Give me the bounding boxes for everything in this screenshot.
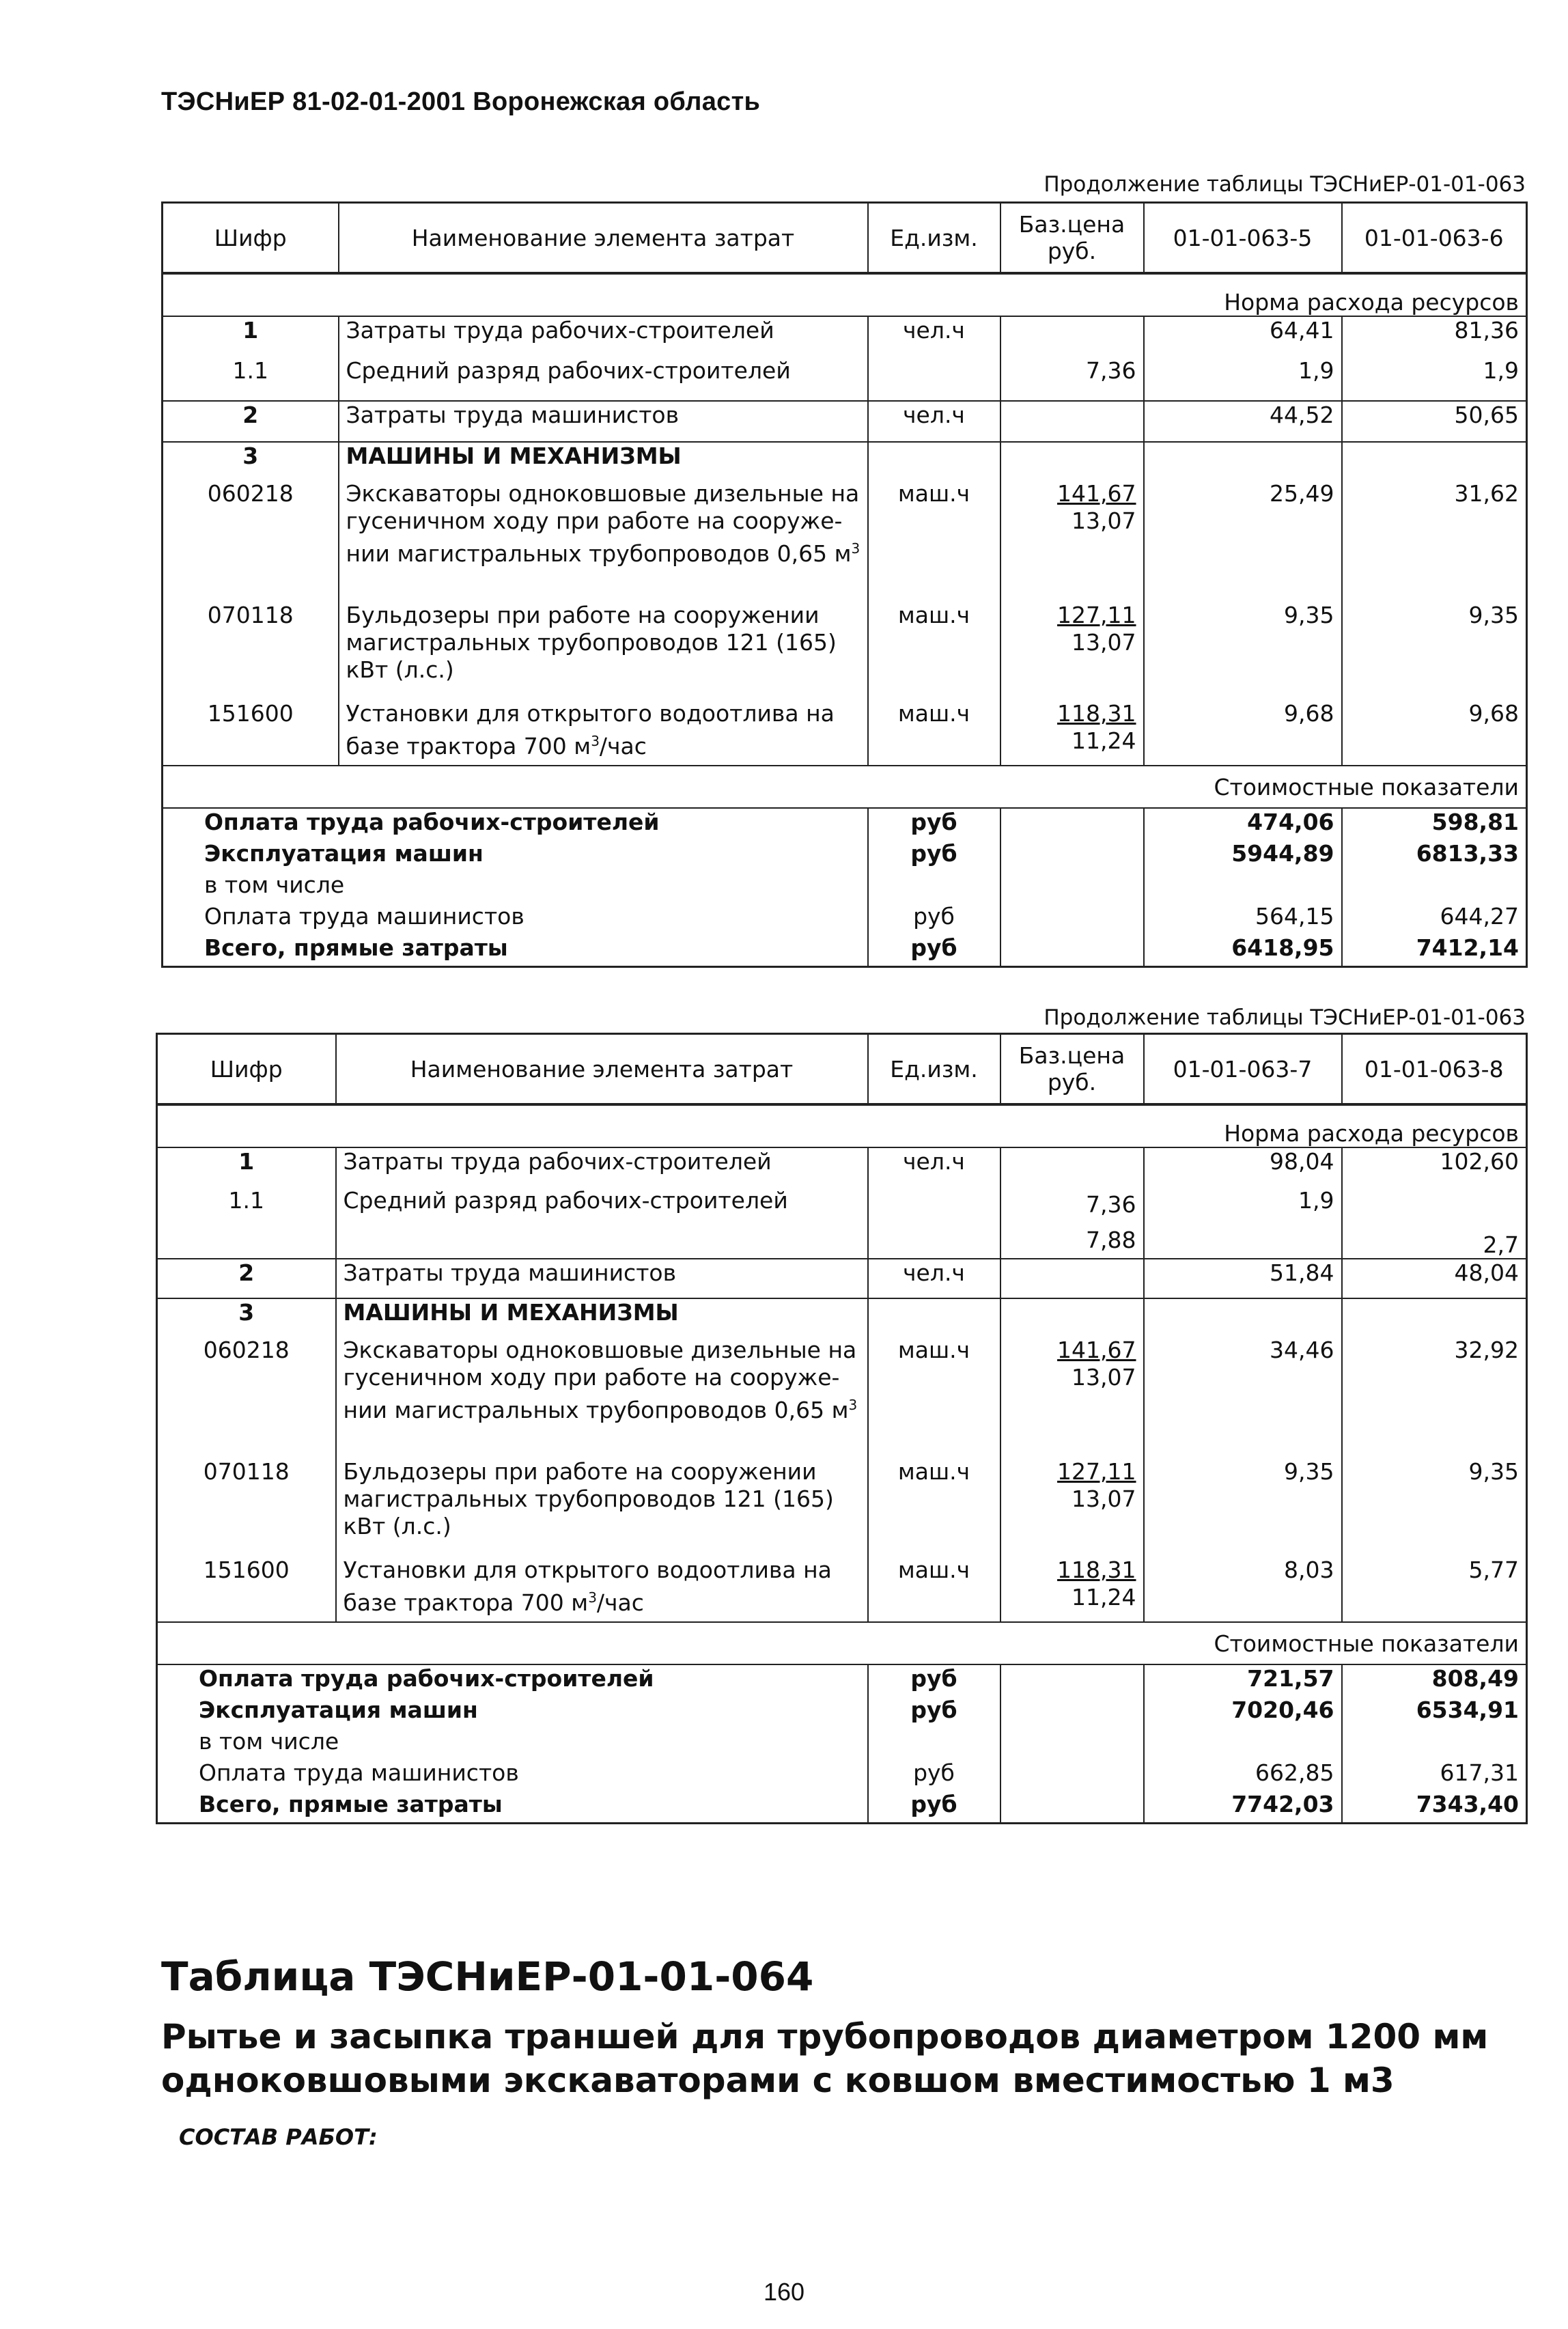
row-price-2: 11,24 bbox=[1072, 1584, 1136, 1610]
norms-table-1 bbox=[161, 201, 1528, 968]
row-price-2: 7,88 bbox=[1086, 1227, 1136, 1253]
row-unit: чел.ч bbox=[868, 401, 1000, 442]
row-value-b: 2,7 bbox=[1483, 1231, 1519, 1258]
row-value-b: 31,62 bbox=[1454, 480, 1519, 507]
row-name: МАШИНЫ И МЕХАНИЗМЫ bbox=[339, 442, 868, 480]
row-code: 1 bbox=[157, 1147, 336, 1187]
row-code: 2 bbox=[163, 401, 339, 442]
row-code: 2 bbox=[157, 1259, 336, 1298]
summary-value-a: 7020,46 bbox=[1144, 1697, 1342, 1728]
cost-label: Стоимостные показатели bbox=[1144, 766, 1527, 808]
row-price: 7,36 bbox=[1000, 357, 1144, 401]
row-name: Бульдозеры при работе на сооружении магистральных трубопроводов 121 (165) кВт (л.с.) bbox=[339, 602, 868, 700]
header-code: Шифр bbox=[163, 203, 339, 274]
row-code: 3 bbox=[163, 442, 339, 480]
summary-unit: руб bbox=[868, 934, 1000, 967]
summary-value-b: 598,81 bbox=[1342, 808, 1527, 840]
row-price: 118,31 bbox=[1057, 1557, 1136, 1583]
row-name: Установки для открытого водоотлива на базе трактора 700 $м^3$/час bbox=[336, 1557, 868, 1622]
row-code: 070118 bbox=[157, 1458, 336, 1557]
row-code: 1.1 bbox=[163, 357, 339, 401]
row-value-a: 44,52 bbox=[1144, 401, 1342, 442]
row-value-a: 9,35 bbox=[1144, 1458, 1342, 1557]
row-code: 060218 bbox=[157, 1337, 336, 1458]
row-value-a: 9,35 bbox=[1144, 602, 1342, 700]
row-value-a: 8,03 bbox=[1144, 1557, 1342, 1622]
row-unit: маш.ч bbox=[868, 602, 1000, 700]
row-price-2: 13,07 bbox=[1072, 629, 1136, 656]
row-unit: маш.ч bbox=[868, 700, 1000, 766]
row-unit: маш.ч bbox=[868, 480, 1000, 602]
row-price: 141,67 bbox=[1057, 1337, 1136, 1363]
row-value-a: 64,41 bbox=[1144, 316, 1342, 357]
row-value-a: 9,68 bbox=[1144, 700, 1342, 766]
cost-label: Стоимостные показатели bbox=[1144, 1622, 1527, 1664]
row-value-b: 9,68 bbox=[1468, 700, 1519, 727]
header-col-b: 01-01-063-6 bbox=[1342, 203, 1527, 274]
row-code: 070118 bbox=[163, 602, 339, 700]
row-name: МАШИНЫ И МЕХАНИЗМЫ bbox=[336, 1298, 868, 1337]
row-code: 151600 bbox=[157, 1557, 336, 1622]
norms-table-2 bbox=[156, 1033, 1528, 1824]
header-col-a: 01-01-063-5 bbox=[1144, 203, 1342, 274]
summary-unit: руб bbox=[868, 808, 1000, 840]
summary-value-a: 7742,03 bbox=[1144, 1791, 1342, 1824]
summary-value-a: 662,85 bbox=[1144, 1759, 1342, 1791]
summary-name: Оплата труда рабочих-строителей bbox=[163, 808, 868, 840]
next-table-title: Таблица ТЭСНиЕР-01-01-064 bbox=[161, 1953, 814, 2000]
summary-unit: руб bbox=[868, 840, 1000, 871]
summary-name: в том числе bbox=[163, 871, 868, 903]
next-table-subtitle: Рытье и засыпка траншей для трубопроводов диаметром 1200 мм одноковшовыми экскаваторами с ковшом вместимостью 1 м3 bbox=[161, 2017, 1489, 2100]
header-name: Наименование элемента затрат bbox=[336, 1034, 868, 1105]
header-price: Баз.цена руб. bbox=[1000, 203, 1144, 274]
row-price bbox=[1000, 316, 1144, 357]
row-name: Затраты труда рабочих-строителей bbox=[339, 316, 868, 357]
summary-unit: руб bbox=[868, 903, 1000, 934]
row-code: 060218 bbox=[163, 480, 339, 602]
row-value-b: 81,36 bbox=[1342, 316, 1527, 357]
row-price bbox=[1000, 1147, 1144, 1187]
header-code: Шифр bbox=[157, 1034, 336, 1105]
summary-name: Оплата труда машинистов bbox=[163, 903, 868, 934]
row-price-2: 11,24 bbox=[1072, 727, 1136, 754]
row-name: Установки для открытого водоотлива на базе трактора 700 $м^3$/час bbox=[339, 700, 868, 766]
row-value-a: 51,84 bbox=[1144, 1259, 1342, 1298]
summary-value-b: 617,31 bbox=[1440, 1759, 1519, 1786]
header-col-b: 01-01-063-8 bbox=[1342, 1034, 1527, 1105]
row-name: Средний разряд рабочих-строителей bbox=[336, 1187, 868, 1259]
row-price bbox=[1000, 1259, 1144, 1298]
summary-value-b: 644,27 bbox=[1440, 903, 1519, 930]
row-unit: чел.ч bbox=[868, 1259, 1000, 1298]
summary-value-a: 5944,89 bbox=[1144, 840, 1342, 871]
row-unit bbox=[868, 357, 1000, 401]
table-continuation-label: Продолжение таблицы ТЭСНиЕР-01-01-063 bbox=[1044, 1005, 1526, 1030]
summary-name: Эксплуатация машин bbox=[157, 1697, 868, 1728]
summary-name: в том числе bbox=[157, 1728, 868, 1759]
norm-label: Норма расхода ресурсов bbox=[1224, 1120, 1519, 1147]
summary-value-b: 7412,14 bbox=[1416, 934, 1519, 961]
row-value-b: 9,35 bbox=[1468, 1458, 1519, 1485]
header-unit: Ед.изм. bbox=[868, 203, 1000, 274]
summary-value-b: 6534,91 bbox=[1416, 1697, 1519, 1723]
row-value-b: 32,92 bbox=[1454, 1337, 1519, 1363]
summary-value-b: 6813,33 bbox=[1416, 840, 1519, 867]
page-header: ТЭСНиЕР 81-02-01-2001 Воронежская область bbox=[161, 87, 761, 116]
row-price: 7,36 bbox=[1086, 1191, 1136, 1218]
summary-value-a: 721,57 bbox=[1144, 1664, 1342, 1697]
row-name: Затраты труда машинистов bbox=[339, 401, 868, 442]
summary-unit: руб bbox=[868, 1664, 1000, 1697]
row-value-b: 9,35 bbox=[1468, 602, 1519, 628]
summary-name: Всего, прямые затраты bbox=[163, 934, 868, 967]
summary-name: Оплата труда машинистов bbox=[157, 1759, 868, 1791]
row-unit: маш.ч bbox=[868, 1337, 1000, 1458]
page-number: 160 bbox=[763, 2278, 805, 2306]
row-price-2: 13,07 bbox=[1072, 1486, 1136, 1512]
row-name: Экскаваторы одноковшовые дизельные на гусеничном ходу при работе на сооруже-нии магистральных трубопроводов 0,65 $м^3$ bbox=[339, 480, 868, 602]
summary-name: Всего, прямые затраты bbox=[157, 1791, 868, 1824]
summary-value-a: 6418,95 bbox=[1144, 934, 1342, 967]
row-value-a: 25,49 bbox=[1144, 480, 1342, 602]
norm-label: Норма расхода ресурсов bbox=[1224, 289, 1519, 316]
row-price: 118,31 bbox=[1057, 700, 1136, 727]
row-value-b: 50,65 bbox=[1342, 401, 1527, 442]
row-value-b: 5,77 bbox=[1468, 1557, 1519, 1583]
row-name: Средний разряд рабочих-строителей bbox=[339, 357, 868, 401]
summary-value-b: 7343,40 bbox=[1416, 1791, 1519, 1817]
row-name: Экскаваторы одноковшовые дизельные на гусеничном ходу при работе на сооруже-нии магистральных трубопроводов 0,65 $м^3$ bbox=[336, 1337, 868, 1458]
row-price bbox=[1000, 401, 1144, 442]
row-value-b: 1,9 bbox=[1483, 357, 1519, 384]
table-continuation-label: Продолжение таблицы ТЭСНиЕР-01-01-063 bbox=[1044, 172, 1526, 197]
summary-unit: руб bbox=[868, 1697, 1000, 1728]
header-name: Наименование элемента затрат bbox=[339, 203, 868, 274]
row-price: 127,11 bbox=[1057, 1458, 1136, 1485]
row-name: Затраты труда рабочих-строителей bbox=[336, 1147, 868, 1187]
summary-name: Эксплуатация машин bbox=[163, 840, 868, 871]
summary-value-b: 808,49 bbox=[1342, 1664, 1527, 1697]
summary-unit: руб bbox=[868, 1759, 1000, 1791]
row-price-2: 13,07 bbox=[1072, 1364, 1136, 1391]
summary-value-a: 474,06 bbox=[1144, 808, 1342, 840]
row-unit: маш.ч bbox=[868, 1557, 1000, 1622]
composition-label: СОСТАВ РАБОТ: bbox=[179, 2124, 378, 2150]
row-value-a: 34,46 bbox=[1144, 1337, 1342, 1458]
row-unit: чел.ч bbox=[868, 1147, 1000, 1187]
row-value-a: 98,04 bbox=[1144, 1147, 1342, 1187]
row-price: 127,11 bbox=[1057, 602, 1136, 628]
row-value-a: 1,9 bbox=[1144, 357, 1342, 401]
row-code: 151600 bbox=[163, 700, 339, 766]
header-unit: Ед.изм. bbox=[868, 1034, 1000, 1105]
row-value-a: 1,9 bbox=[1144, 1187, 1342, 1259]
row-unit: маш.ч bbox=[868, 1458, 1000, 1557]
summary-unit: руб bbox=[868, 1791, 1000, 1824]
row-value-b: 48,04 bbox=[1342, 1259, 1527, 1298]
row-unit bbox=[868, 1187, 1000, 1259]
row-unit: чел.ч bbox=[868, 316, 1000, 357]
row-value-b: 102,60 bbox=[1342, 1147, 1527, 1187]
row-price-2: 13,07 bbox=[1072, 507, 1136, 534]
header-col-a: 01-01-063-7 bbox=[1144, 1034, 1342, 1105]
row-price: 141,67 bbox=[1057, 480, 1136, 507]
row-code: 3 bbox=[157, 1298, 336, 1337]
row-code: 1 bbox=[163, 316, 339, 357]
header-price: Баз.цена руб. bbox=[1000, 1034, 1144, 1105]
row-name: Бульдозеры при работе на сооружении магистральных трубопроводов 121 (165) кВт (л.с.) bbox=[336, 1458, 868, 1557]
summary-name: Оплата труда рабочих-строителей bbox=[157, 1664, 868, 1697]
row-code: 1.1 bbox=[157, 1187, 336, 1259]
row-name: Затраты труда машинистов bbox=[336, 1259, 868, 1298]
summary-value-a: 564,15 bbox=[1144, 903, 1342, 934]
